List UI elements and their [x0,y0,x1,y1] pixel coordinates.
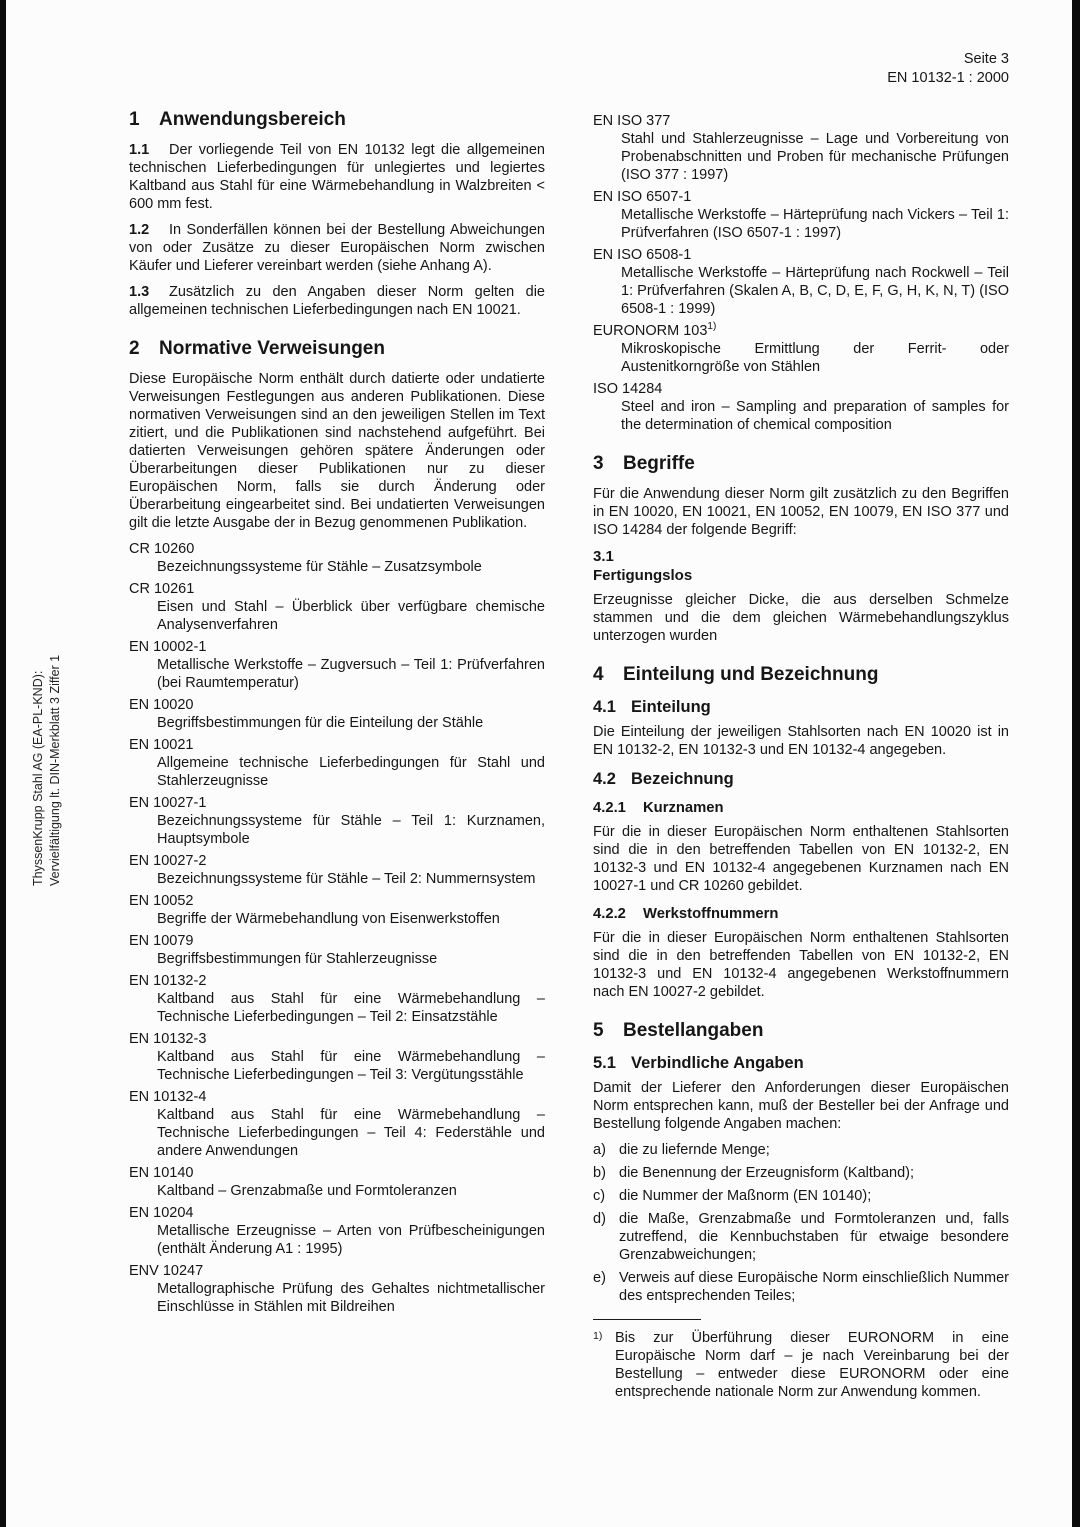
reference-desc: Metallische Werkstoffe – Zugversuch – Teil 1: Prüfverfahren (bei Raumtemperatur) [157,657,545,691]
section-title: Bestellangaben [623,1020,764,1041]
list-item-b [593,1164,1009,1182]
list-item-e [593,1269,1009,1305]
paragraph-1-3 [129,283,545,319]
paragraph-number: 1.3 [129,284,150,300]
page-number: Seite 3 [963,51,1009,67]
reference-entry [593,380,1009,434]
list-item-c [593,1187,1009,1205]
section-title: Werkstoffnummern [643,906,779,922]
reference-code: EN ISO 377 [593,113,671,129]
section-4-1-heading [593,697,1009,717]
sidebar-copyright-note [30,628,64,886]
list-item-d [593,1210,1009,1264]
reference-desc: Metallische Werkstoffe – Härteprüfung nach Rockwell – Teil 1: Prüfverfahren (Skalen A, B, C, D, E, F, G, H, K, N, T) (ISO 6508-1 : 1999) [621,265,1009,317]
section-number: 4.1 [593,698,616,716]
reference-desc: Begriffe der Wärmebehandlung von Eisenwerkstoffen [157,911,500,927]
reference-entry [129,736,545,790]
section-4-heading [593,663,1009,687]
paragraph-1-2 [129,221,545,275]
paragraph-number: 1.1 [129,142,150,158]
reference-code: EN 10027-2 [129,853,207,869]
reference-code: ENV 10247 [129,1263,204,1279]
reference-entry [129,852,545,888]
sidebar-note-line1: ThyssenKrupp Stahl AG (EA-PL-KND): [31,670,45,886]
section-title: Bezeichnung [631,770,734,788]
reference-desc: Bezeichnungssysteme für Stähle – Teil 2: Nummernsystem [157,871,536,887]
reference-entry [129,1030,545,1084]
section-5-1-heading [593,1053,1009,1073]
reference-desc: Begriffsbestimmungen für Stahlerzeugnisse [157,951,438,967]
list-text: die Maße, Grenzabmaße und Formtoleranzen und, falls zutreffend, die Kennbuchstaben für etwaige besondere Grenzabweichungen; [619,1211,1009,1263]
section-2-heading [129,337,545,361]
footnote-marker: 1) [593,1330,603,1342]
reference-entry [129,580,545,634]
section-2-intro: Diese Europäische Norm enthält durch datierte oder undatierte Verweisungen Festlegungen aus anderen Publikationen. Diese normativen Verweisungen sind an den jeweiligen Stellen im Text zitiert, und die Publikationen sind nachstehend aufgeführt. Bei datierten Verweisungen gehören spätere Änderungen oder Überarbeitungen dieser Publikationen nur zu dieser Europäischen Norm, falls sie durch Änderung oder Überarbeitung eingearbeitet sind. Bei undatierten Verweisungen gilt die letzte Ausgabe der in Bezug genommenen Publikation. [129,371,545,531]
reference-code: EN 10079 [129,933,194,949]
section-title: Verbindliche Angaben [631,1054,804,1072]
section-3-heading [593,452,1009,476]
reference-desc: Allgemeine technische Lieferbedingungen für Stahl und Stahlerzeugnisse [157,755,545,789]
reference-code: ISO 14284 [593,381,663,397]
definition-number: 3.1 [593,548,614,565]
reference-code: CR 10261 [129,581,195,597]
reference-entry [129,638,545,692]
section-title: Einteilung [631,698,711,716]
definition-text: Erzeugnisse gleicher Dicke, die aus derselben Schmelze stammen und die dem gleichen Wärmebehandlungszyklus unterzogen wurden [593,592,1009,644]
reference-desc: Kaltband aus Stahl für eine Wärmebehandlung – Technische Lieferbedingungen – Teil 2: Einsatzstähle [157,991,545,1025]
left-edge-scan-bar [0,0,6,1527]
reference-code: EN 10027-1 [129,795,207,811]
reference-desc: Metallische Werkstoffe – Härteprüfung nach Vickers – Teil 1: Prüfverfahren (ISO 6507-1 : 1997) [621,207,1009,241]
section-4-2-1-paragraph: Für die in dieser Europäischen Norm enthaltenen Stahlsorten sind die in den betreffenden Tabellen von EN 10132-2, EN 10132-3 und EN 10132-4 angegebenen Kurznamen nach EN 10027-1 und CR 10260 gebildet. [593,824,1009,894]
reference-entry [129,972,545,1026]
reference-code: EN ISO 6507-1 [593,189,692,205]
reference-entry [593,112,1009,184]
section-3-paragraph: Für die Anwendung dieser Norm gilt zusätzlich zu den Begriffen in EN 10020, EN 10021, EN 10052, EN 10079, EN ISO 377 und ISO 14284 der folgende Begriff: [593,486,1009,538]
reference-desc: Kaltband aus Stahl für eine Wärmebehandlung – Technische Lieferbedingungen – Teil 4: Federstähle und andere Anwendungen [157,1107,545,1159]
reference-desc: Metallische Erzeugnisse – Arten von Prüfbescheinigungen (enthält Änderung A1 : 1995) [157,1223,545,1257]
reference-entry [593,188,1009,242]
section-4-2-heading [593,769,1009,789]
section-number: 3 [593,453,604,474]
section-title: Kurznamen [643,800,724,816]
reference-entry [129,794,545,848]
right-edge-scan-bar [1072,0,1080,1527]
reference-code: EN 10002-1 [129,639,207,655]
section-title: Einteilung und Bezeichnung [623,664,879,685]
list-text: die zu liefernde Menge; [619,1142,770,1158]
reference-desc: Bezeichnungssysteme für Stähle – Zusatzsymbole [157,559,482,575]
paragraph-text: In Sonderfällen können bei der Bestellung Abweichungen von oder Zusätze zu dieser Europäischen Norm zwischen Käufer und Lieferer vereinbart werden (siehe Anhang A). [129,222,545,274]
reference-entry [129,892,545,928]
section-4-2-2-heading [593,905,1009,923]
section-4-2-2-paragraph: Für die in dieser Europäischen Norm enthaltenen Stahlsorten sind die in den betreffenden Tabellen von EN 10132-2, EN 10132-3 und EN 10132-4 angegebenen Werkstoffnummern nach EN 10027-2 gebildet. [593,930,1009,1000]
section-number: 4.2 [593,770,616,788]
list-marker: c) [593,1188,606,1204]
reference-desc: Eisen und Stahl – Überblick über verfügbare chemische Analysenverfahren [157,599,545,633]
definition-3-1 [593,547,1009,585]
reference-entry [593,322,1009,376]
list-marker: e) [593,1270,606,1286]
reference-code: EN ISO 6508-1 [593,247,692,263]
section-4-2-1-heading [593,799,1009,817]
definition-term: Fertigungslos [593,567,693,584]
reference-code: EN 10132-2 [129,973,207,989]
reference-entry [129,1164,545,1200]
reference-entry [129,1262,545,1316]
section-title: Begriffe [623,453,695,474]
document-number: EN 10132-1 : 2000 [887,70,1009,86]
reference-entry [593,246,1009,318]
paragraph-text: Zusätzlich zu den Angaben dieser Norm gelten die allgemeinen technischen Lieferbedingungen nach EN 10021. [129,284,545,318]
reference-code: EN 10204 [129,1205,194,1221]
list-marker: a) [593,1142,606,1158]
list-text: die Benennung der Erzeugnisform (Kaltband); [619,1165,915,1181]
footnote-rule [593,1319,701,1320]
section-number: 1 [129,109,140,130]
footnote-reference-marker: 1) [707,321,717,333]
list-marker: b) [593,1165,606,1181]
reference-entry [129,1204,545,1258]
section-1-heading [129,108,545,132]
reference-entry [129,932,545,968]
section-number: 4.2.2 [593,906,626,922]
reference-code [593,322,1009,340]
section-number: 5.1 [593,1054,616,1072]
page-header [593,50,1009,88]
footnote [593,1319,1009,1401]
reference-code: EN 10020 [129,697,194,713]
reference-code: EN 10140 [129,1165,194,1181]
section-number: 2 [129,338,140,359]
section-title: Anwendungsbereich [159,109,346,130]
reference-desc: Begriffsbestimmungen für die Einteilung der Stähle [157,715,484,731]
section-number: 5 [593,1020,604,1041]
reference-desc: Metallographische Prüfung des Gehaltes nichtmetallischer Einschlüsse in Stählen mit Bildreihen [157,1281,545,1315]
section-4-1-paragraph: Die Einteilung der jeweiligen Stahlsorten nach EN 10020 ist in EN 10132-2, EN 10132-3 und EN 10132-4 angegeben. [593,724,1009,758]
paragraph-number: 1.2 [129,222,150,238]
reference-code: EN 10132-3 [129,1031,207,1047]
reference-desc: Stahl und Stahlerzeugnisse – Lage und Vorbereitung von Probenabschnitten und Proben für mechanische Prüfungen (ISO 377 : 1997) [621,131,1009,183]
section-number: 4 [593,664,604,685]
reference-code: EN 10021 [129,737,194,753]
reference-desc: Steel and iron – Sampling and preparation of samples for the determination of chemical composition [621,399,1009,433]
reference-entry [129,540,545,576]
right-column [593,112,1009,1401]
reference-entry [129,1088,545,1160]
left-column [129,108,545,1320]
reference-desc: Kaltband – Grenzabmaße und Formtoleranzen [157,1183,457,1199]
reference-desc: Kaltband aus Stahl für eine Wärmebehandlung – Technische Lieferbedingungen – Teil 3: Vergütungsstähle [157,1049,545,1083]
reference-code-text: EURONORM 103 [593,323,708,339]
list-marker: d) [593,1211,606,1227]
footnote-text: Bis zur Überführung dieser EURONORM in eine Europäische Norm darf – je nach Vereinbarung bei der Bestellung – entweder diese EURONORM oder eine entsprechende nationale Norm zur Anwendung kommen. [615,1330,1009,1400]
section-5-heading [593,1019,1009,1043]
section-number: 4.2.1 [593,800,626,816]
reference-desc: Bezeichnungssysteme für Stähle – Teil 1: Kurznamen, Hauptsymbole [157,813,545,847]
reference-code: CR 10260 [129,541,195,557]
section-title: Normative Verweisungen [159,338,385,359]
list-text: Verweis auf diese Europäische Norm einschließlich Nummer des entsprechenden Teiles; [619,1270,1009,1304]
list-text: die Nummer der Maßnorm (EN 10140); [619,1188,872,1204]
section-5-1-paragraph: Damit der Lieferer den Anforderungen dieser Europäischen Norm entsprechen kann, muß der Besteller bei der Anfrage und Bestellung folgende Angaben machen: [593,1080,1009,1132]
list-item-a [593,1141,1009,1159]
reference-desc: Mikroskopische Ermittlung der Ferrit- oder Austenitkorngröße von Stählen [621,341,1009,375]
sidebar-note-line2: Vervielfältigung lt. DIN-Merkblatt 3 Ziffer 1 [48,654,62,886]
reference-code: EN 10052 [129,893,194,909]
reference-entry [129,696,545,732]
reference-code: EN 10132-4 [129,1089,207,1105]
paragraph-text: Der vorliegende Teil von EN 10132 legt die allgemeinen technischen Lieferbedingungen für unlegiertes und legiertes Kaltband aus Stahl für eine Wärmebehandlung in Walzbreiten < 600 mm fest. [129,142,545,212]
paragraph-1-1 [129,141,545,213]
